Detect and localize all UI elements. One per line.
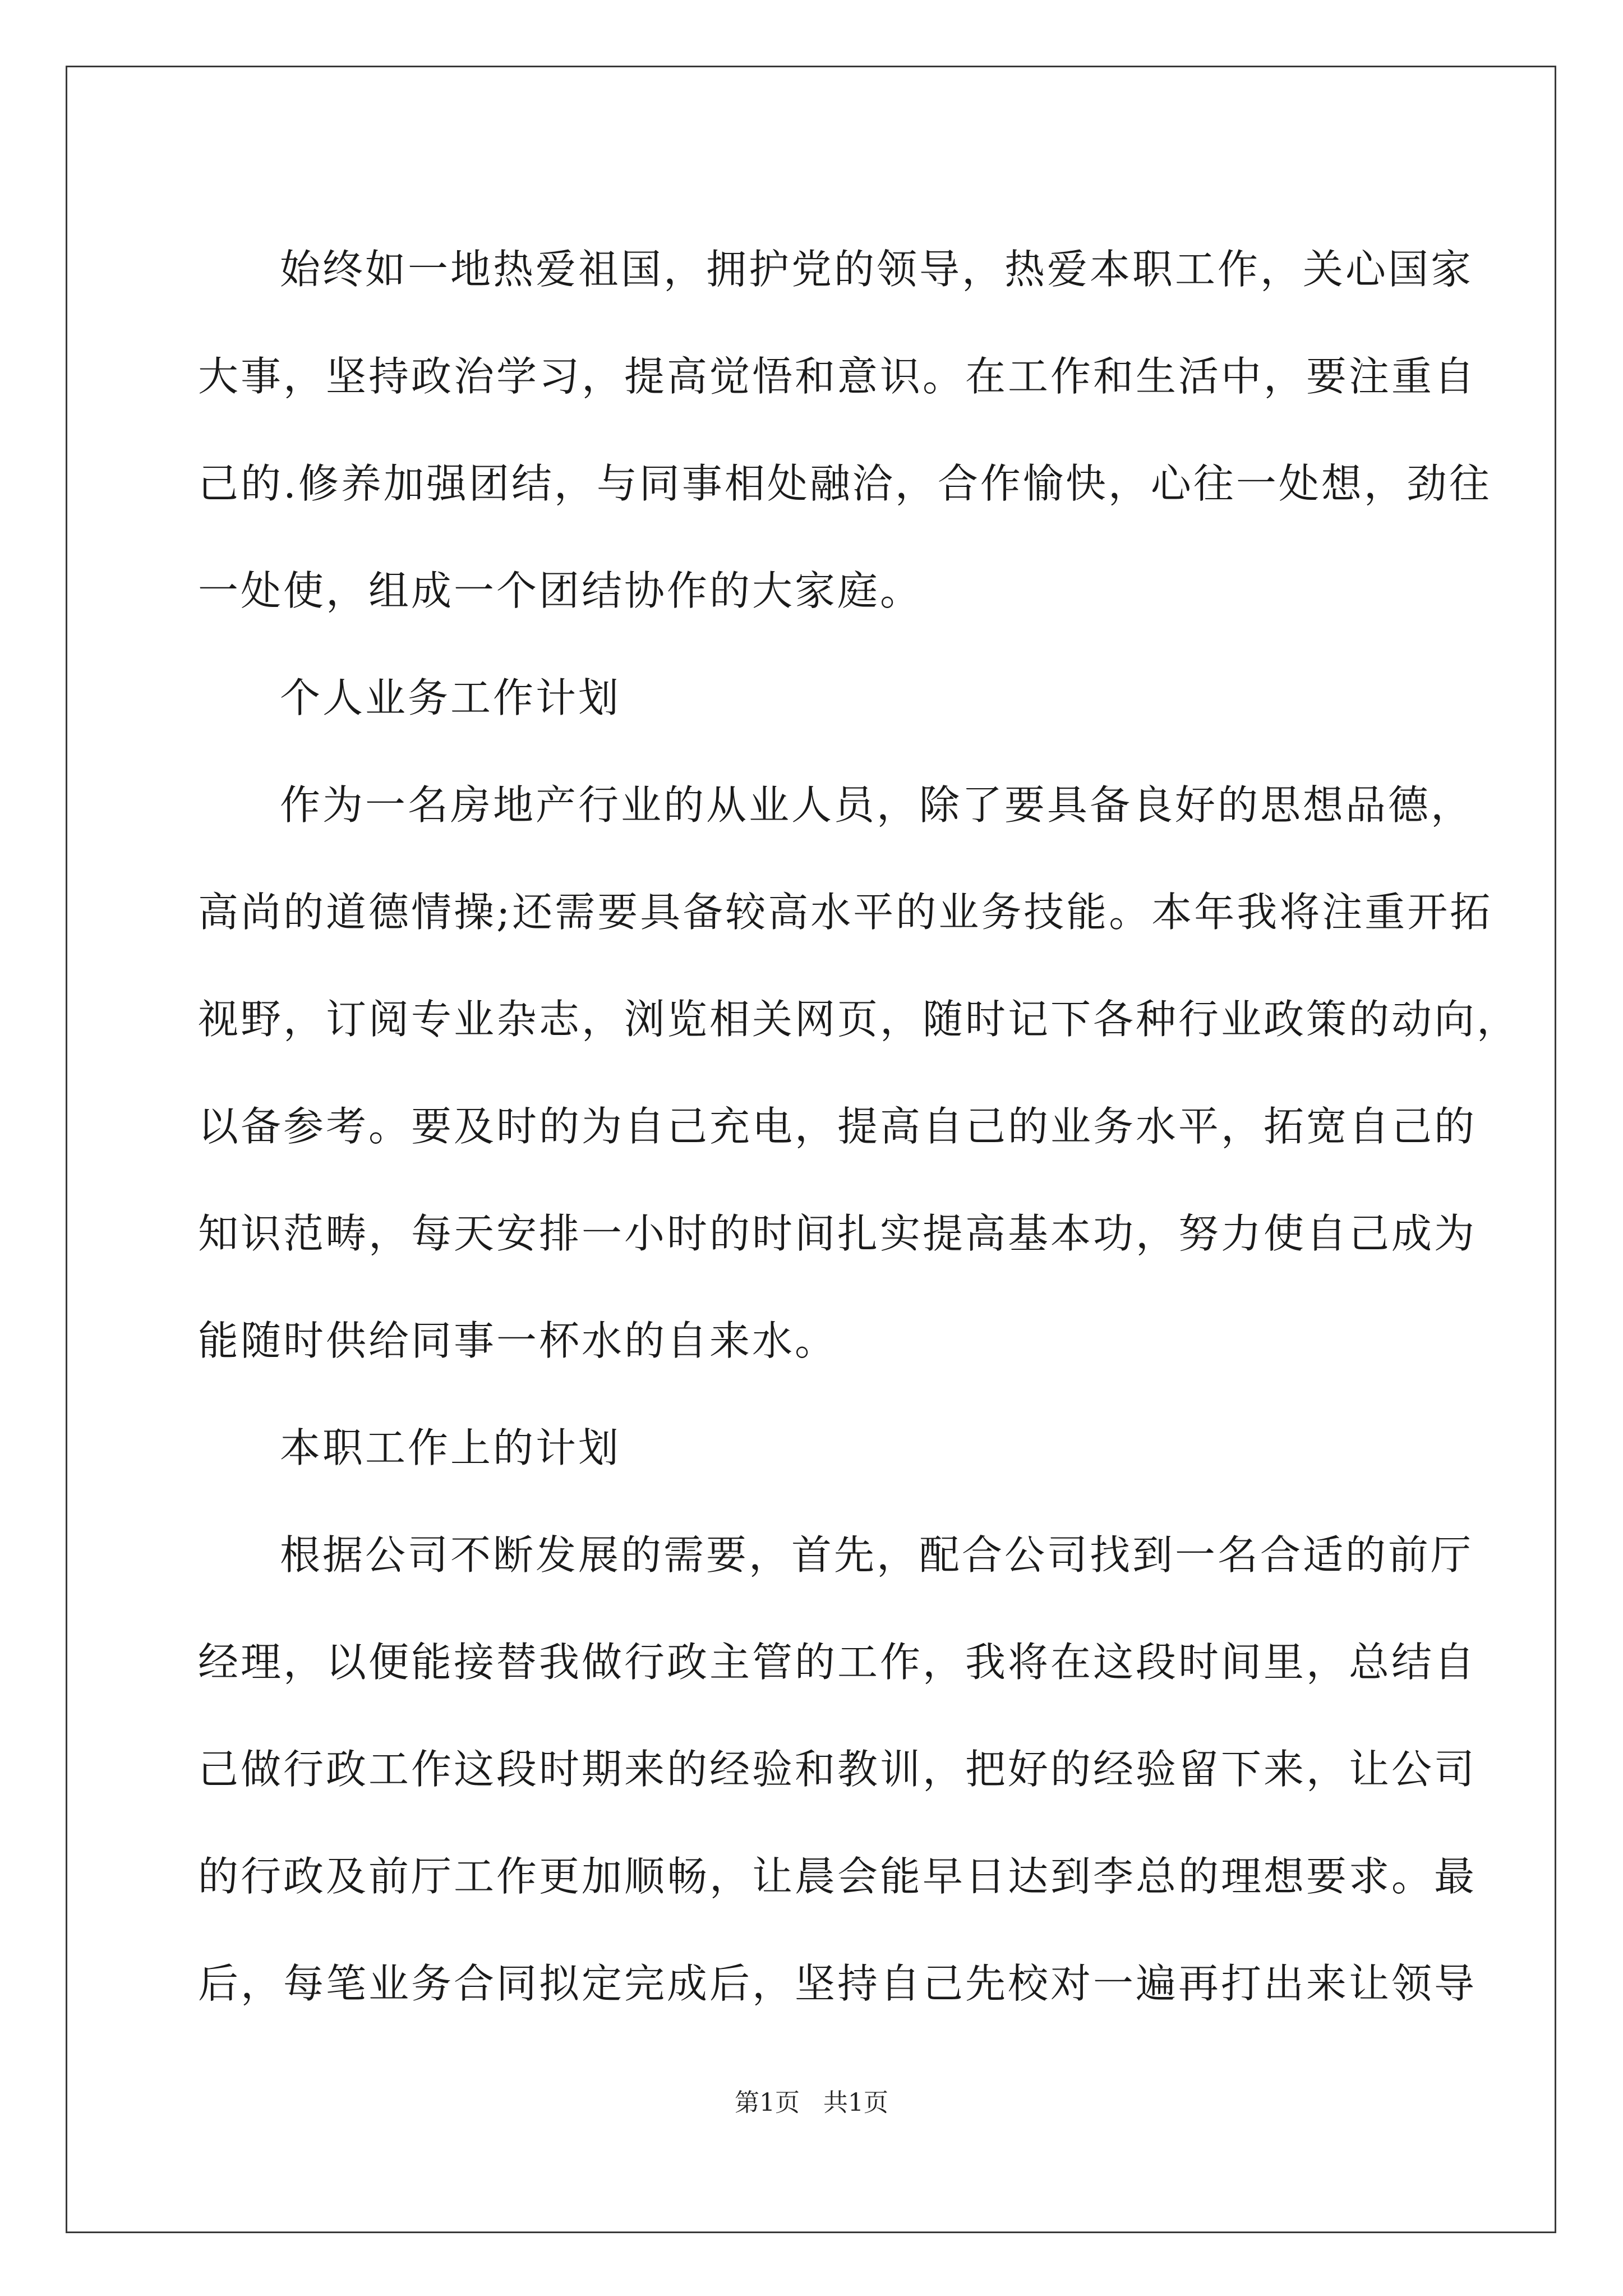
text-line: 经理，以便能接替我做行政主管的工作，我将在这段时间里，总结自 bbox=[198, 1639, 1477, 1686]
text-line: 己的.修养加强团结，与同事相处融洽，合作愉快，心往一处想，劲往 bbox=[198, 460, 1492, 507]
document-body bbox=[198, 216, 1520, 2037]
section-heading: 个人业务工作计划 bbox=[280, 674, 621, 721]
text-line: 后，每笔业务合同拟定完成后，坚持自己先校对一遍再打出来让领导 bbox=[198, 1960, 1477, 2007]
section-heading: 本职工作上的计划 bbox=[280, 1424, 621, 1471]
text-line: 的行政及前厅工作更加顺畅，让晨会能早日达到李总的理想要求。最 bbox=[198, 1853, 1477, 1900]
text-line: 知识范畴，每天安排一小时的时间扎实提高基本功，努力使自己成为 bbox=[198, 1210, 1477, 1257]
text-line: 己做行政工作这段时期来的经验和教训，把好的经验留下来，让公司 bbox=[198, 1746, 1477, 1793]
page-footer: 第1页 共1页 bbox=[735, 2088, 888, 2117]
text-line: 根据公司不断发展的需要，首先，配合公司找到一名合适的前厅 bbox=[280, 1531, 1474, 1579]
text-line: 视野，订阅专业杂志，浏览相关网页，随时记下各种行业政策的动向， bbox=[198, 996, 1520, 1043]
text-line: 以备参考。要及时的为自己充电，提高自己的业务水平，拓宽自己的 bbox=[198, 1103, 1477, 1150]
text-line: 高尚的道德情操;还需要具备较高水平的业务技能。本年我将注重开拓 bbox=[198, 889, 1493, 936]
text-line: 始终如一地热爱祖国，拥护党的领导，热爱本职工作，关心国家 bbox=[280, 246, 1474, 293]
text-line: 作为一名房地产行业的从业人员，除了要具备良好的思想品德， bbox=[280, 781, 1474, 829]
text-line: 大事，坚持政治学习，提高觉悟和意识。在工作和生活中，要注重自 bbox=[198, 353, 1477, 400]
text-line: 能随时供给同事一杯水的自来水。 bbox=[198, 1317, 838, 1364]
text-line: 一处使，组成一个团结协作的大家庭。 bbox=[198, 567, 923, 614]
